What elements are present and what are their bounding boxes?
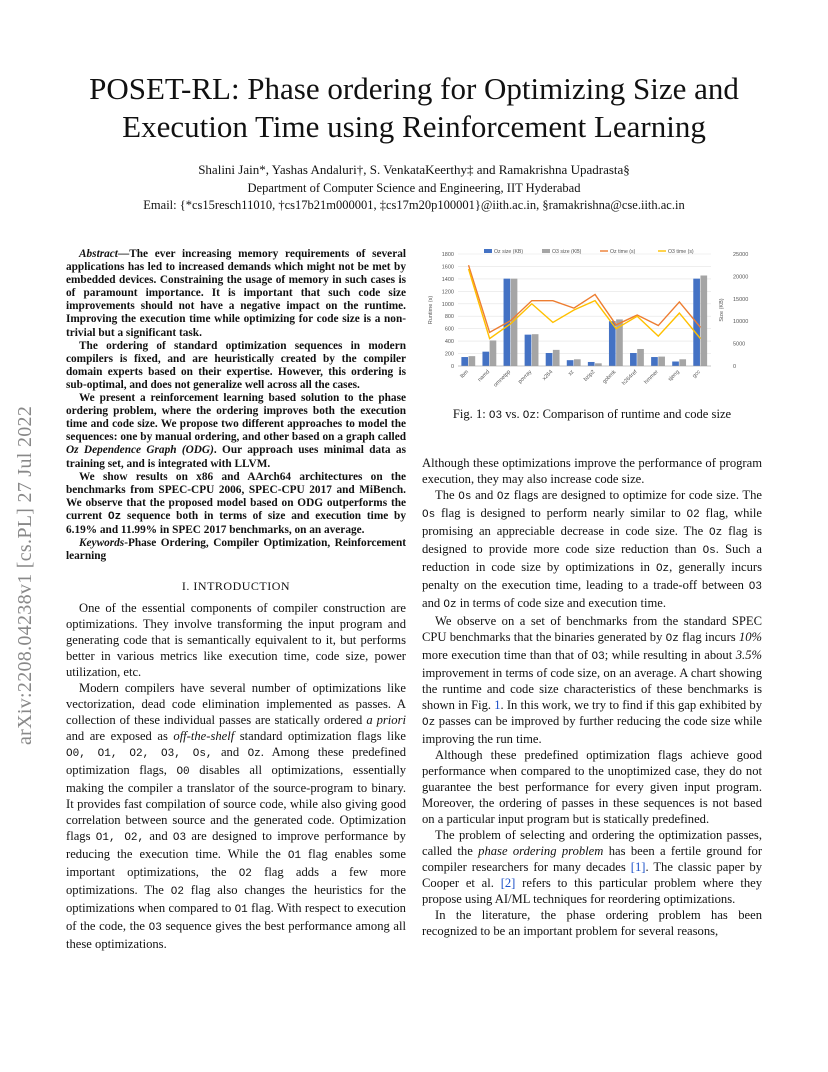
title-line-1: POSET-RL: Phase ordering for Optimizing Size and xyxy=(89,71,739,106)
bar xyxy=(595,363,602,366)
bar xyxy=(658,357,665,366)
abstract-text-1: —The ever increasing memory requirements of several applications has led to increased demands which might not be met by embedded devices. Constraining the usage of memory in such cases is of paramount importance. It is important that such code size improvements should not have a negative impact on the runtime. Improving the execution time while optimizing for code size is a non-trivial but a significant task. xyxy=(66,248,406,339)
right-p3 xyxy=(422,613,762,747)
bar xyxy=(469,356,476,366)
left-tick-label: 1400 xyxy=(441,276,454,283)
chart-svg xyxy=(426,246,756,398)
abstract-p1 xyxy=(66,248,406,340)
citation-link[interactable]: [1] xyxy=(630,860,646,874)
flag-code: O1 xyxy=(234,904,248,917)
legend-swatch xyxy=(484,249,492,253)
right-tick-label: 15000 xyxy=(733,296,749,303)
category-label: omnetpp xyxy=(492,369,513,389)
odg-term: Oz Dependence Graph (ODG) xyxy=(66,444,214,457)
category-label: gobmk xyxy=(601,369,618,386)
t: 10% xyxy=(738,630,762,644)
flag-code: O3 xyxy=(748,581,762,593)
category-label: x264 xyxy=(541,369,555,382)
right-p5 xyxy=(422,827,762,907)
bar xyxy=(525,335,532,366)
t: improvement in terms of code size, on an average. A chart showing the runtime and code size characteristics of these benchmarks is shown in Fig. xyxy=(422,666,762,712)
left-axis-label: Runtime (s) xyxy=(428,295,434,325)
t: more execution time than that of xyxy=(422,648,592,662)
keywords-label: Keywords xyxy=(79,537,125,550)
t: flags are designed to optimize for code size. The xyxy=(510,488,762,502)
right-axis-label: Size (KB) xyxy=(719,298,725,322)
flag-code: O3 xyxy=(488,410,503,422)
flag-code: Os xyxy=(458,491,472,503)
abstract-text-3a: We present a reinforcement learning based solution to the phase ordering problem, where the ordering improves both the execution time and code size. We propose two different approaches to model the sequences: one by manual ordering, and other based on a graph called xyxy=(66,392,406,444)
t: and xyxy=(471,488,497,502)
t: Modern compilers have several number of optimizations like vectorization, dead code elimination implemented as passes. A collection of these individual passes are statically ordered xyxy=(66,681,406,728)
bar xyxy=(574,359,581,366)
flag-code: Oz xyxy=(522,410,536,422)
t: sequence gives the best performance among all these optimizations. xyxy=(66,919,406,952)
left-tick-label: 200 xyxy=(444,351,454,358)
t: has been a fertile ground for compiler researchers for many decades xyxy=(422,844,763,874)
category-label: povray xyxy=(517,369,534,386)
left-tick-label: 400 xyxy=(444,339,454,346)
bar xyxy=(637,349,644,366)
category-label: gcc xyxy=(691,369,702,380)
t: passes can be improved by further reducing the code size while improving the run time. xyxy=(422,714,762,746)
t: flag is designed to provide more code size reduction than xyxy=(422,524,762,556)
citation-link[interactable]: [2] xyxy=(500,876,516,890)
flag-code: Os xyxy=(702,545,716,557)
bar xyxy=(532,334,539,366)
legend-label: O3 time (s) xyxy=(668,249,694,255)
abstract-label: Abstract xyxy=(79,248,118,260)
category-label: hmmer xyxy=(643,369,660,386)
flag-code: O3 xyxy=(591,651,605,663)
flag-code: Oz xyxy=(247,748,261,761)
category-label: namd xyxy=(477,369,492,384)
flag-code: O2 xyxy=(686,509,700,521)
category-label: bzip2 xyxy=(582,369,597,383)
bar xyxy=(482,352,489,366)
keywords-text: -Phase Ordering, Compiler Optimization, Reinforcement learning xyxy=(66,537,406,563)
paper-title xyxy=(40,70,788,146)
t: ; while resulting in about xyxy=(604,648,736,662)
section-heading-introduction: I. INTRODUCTION xyxy=(181,579,291,594)
bar xyxy=(609,321,616,366)
t: We observe on a set of benchmarks from the standard SPEC CPU benchmarks that the binaries generated by xyxy=(422,614,762,644)
keywords xyxy=(66,537,406,563)
flag-code: Oz xyxy=(496,491,511,503)
category-label: sjeng xyxy=(667,369,681,383)
t: 3.5% xyxy=(735,648,762,662)
left-tick-label: 1200 xyxy=(441,289,454,296)
t: in terms of code size and execution time. xyxy=(456,596,667,610)
intro-p2 xyxy=(66,680,406,952)
t: and xyxy=(422,596,444,610)
t: are designed to improve performance by reducing the execution time. While the xyxy=(66,829,406,862)
t: refers to this particular problem where they propose using AI/ML techniques for reordering optimizations. xyxy=(422,876,762,906)
legend-label: Oz time (s) xyxy=(610,249,636,255)
right-p2 xyxy=(422,487,762,613)
t: vs. xyxy=(502,407,523,421)
t: flag incurs xyxy=(678,630,739,644)
t: . Among these predefined optimization flags, xyxy=(66,745,407,778)
t: flag also changes the heuristics for the optimizations when compared to xyxy=(66,883,407,916)
t: flag. With respect to execution of the code, the xyxy=(66,901,406,934)
t: : Comparison of runtime and code size xyxy=(535,407,732,421)
figure-1-caption xyxy=(422,407,762,422)
flag-code: Os xyxy=(422,509,436,521)
t: standard optimization flags like xyxy=(234,729,406,744)
category-label: lbm xyxy=(459,369,470,380)
legend-label: Oz size (KB) xyxy=(494,249,524,255)
series-line xyxy=(469,265,701,332)
abstract-text-4a: We show results on x86 and AArch64 architectures on the benchmarks from SPEC-CPU 2006, SPEC-CPU 2017 and MiBench. We observe that the proposed model based on ODG outperforms the current xyxy=(66,470,406,522)
arxiv-stamp: arXiv:2208.04238v1 [cs.PL] 27 Jul 2022 xyxy=(14,405,36,745)
bar xyxy=(553,350,560,366)
right-column xyxy=(422,455,762,939)
abstract-text-3b: . Our approach uses minimal data as training set, and is integrated with LLVM. xyxy=(66,444,406,470)
authors: Shalini Jain*, Yashas Andaluri†, S. VenkataKeerthy‡ and Ramakrishna Upadrasta§ xyxy=(198,162,630,177)
flag-code: Oz xyxy=(422,717,436,729)
t: flag adds a few more optimizations. The xyxy=(66,865,406,898)
flag-code: O0 xyxy=(176,766,190,779)
right-tick-label: 0 xyxy=(733,364,737,370)
legend-swatch xyxy=(542,249,550,253)
legend-label: O3 size (KB) xyxy=(552,249,582,255)
t: flag, while promising an appreciable decrease in code size. The xyxy=(422,506,762,538)
t: and xyxy=(144,829,173,844)
t: disables all optimizations, essentially making the compiler a translator of the source-program to binary. It provides fast compilation of source code, while also giving good correlation between source and the generated code. Optimization flags xyxy=(66,763,406,844)
category-label: h264ref xyxy=(621,369,639,387)
t: . In this work, we try to find if this gap exhibited by xyxy=(500,698,762,712)
bar xyxy=(679,359,686,366)
t: The problem of selecting and ordering the optimization passes, called the xyxy=(422,828,762,858)
right-p1: Although these optimizations improve the performance of program execution, they may also increase code size. xyxy=(422,456,762,486)
t: phase ordering problem xyxy=(478,844,604,858)
flag-code: O1 xyxy=(287,850,302,863)
flag-code: O2 xyxy=(238,868,252,881)
intro-p1: One of the essential components of compiler construction are optimizations. They involve transforming the input program and generating code that is semantically equivalent to it, but performs better in various metrics like execution time, code size, power utilization, etc. xyxy=(66,601,406,680)
right-tick-label: 20000 xyxy=(733,274,749,281)
flag-code: Oz xyxy=(443,599,457,611)
t: flag enables some important optimizations, the xyxy=(66,847,406,880)
t: flag is designed to perform nearly similar to xyxy=(435,506,687,520)
category-label: xz xyxy=(567,369,576,378)
bar xyxy=(546,353,553,366)
right-tick-label: 5000 xyxy=(733,341,746,348)
abstract-p2: The ordering of standard optimization sequences in modern compilers is fixed, and are heuristically created by the compiler domain experts based on their expertise. However, this ordering is sub-optimal, and does not generalize well across all the cases. xyxy=(66,339,406,391)
flag-code: Oz xyxy=(655,563,670,575)
abstract-text-4b: sequence both in terms of size and execution time by 6.19% and 11.99% in SPEC 2017 benchmarks, on an average. xyxy=(66,509,406,536)
bar xyxy=(588,362,595,366)
flag-code: Oz xyxy=(709,527,723,539)
bar xyxy=(461,357,468,366)
flag-code: O3 xyxy=(148,922,162,935)
t: Fig. 1: xyxy=(452,407,489,421)
figure-link[interactable]: 1 xyxy=(494,698,501,712)
abstract-p3 xyxy=(66,392,406,471)
t: The xyxy=(435,488,459,502)
right-p6: In the literature, the phase ordering problem has been recognized to be an important problem for several reasons, xyxy=(422,908,762,938)
affiliation: Department of Computer Science and Engineering, IIT Hyderabad xyxy=(247,181,581,195)
right-tick-label: 10000 xyxy=(733,319,749,326)
bar xyxy=(651,357,658,366)
left-tick-label: 1000 xyxy=(441,301,454,308)
left-tick-label: 600 xyxy=(444,326,454,333)
t: and are exposed as xyxy=(66,729,174,744)
bar xyxy=(567,360,574,366)
right-p4: Although these predefined optimization flags achieve good performance when compared to the unoptimized case, they do not guarantee the best performance for every given input program. Moreover, the ordering of passes in these sequences is not based on a particular input program but is statically predefined. xyxy=(422,748,762,826)
oz-code: Oz xyxy=(108,510,122,523)
t: a priori xyxy=(366,713,406,728)
t: . The classic paper by Cooper et al. xyxy=(422,860,762,890)
email-line: Email: {*cs15resch11010, †cs17b21m000001, ‡cs17m20p100001}@iith.ac.in, §ramakrishna@cse.iith.ac.in xyxy=(143,198,685,212)
flag-code: O2 xyxy=(170,886,184,899)
t: , generally incurs penalty on the execution time, leading to a trade-off between xyxy=(422,560,762,592)
bar xyxy=(630,353,637,366)
flag-code: O3 xyxy=(172,832,187,845)
bar xyxy=(700,276,707,366)
title-line-2: Execution Time using Reinforcement Learning xyxy=(122,109,706,144)
t: . Such a reduction in code size by optimizations in xyxy=(422,542,762,574)
flag-code: O1, O2, xyxy=(95,832,145,845)
bar xyxy=(672,362,679,366)
flag-code: O0, O1, O2, O3, Os, xyxy=(66,748,213,761)
t: and xyxy=(212,745,248,760)
right-tick-label: 25000 xyxy=(733,252,749,258)
flag-code: Oz xyxy=(665,633,679,645)
left-tick-label: 1600 xyxy=(441,264,454,271)
left-tick-label: 1800 xyxy=(441,252,454,258)
figure-1-chart xyxy=(426,246,756,398)
bar xyxy=(490,340,497,366)
abstract-p4 xyxy=(66,471,406,537)
left-column xyxy=(66,248,406,952)
t: off-the-shelf xyxy=(173,729,235,744)
left-tick-label: 0 xyxy=(450,364,454,370)
left-tick-label: 800 xyxy=(444,314,454,321)
